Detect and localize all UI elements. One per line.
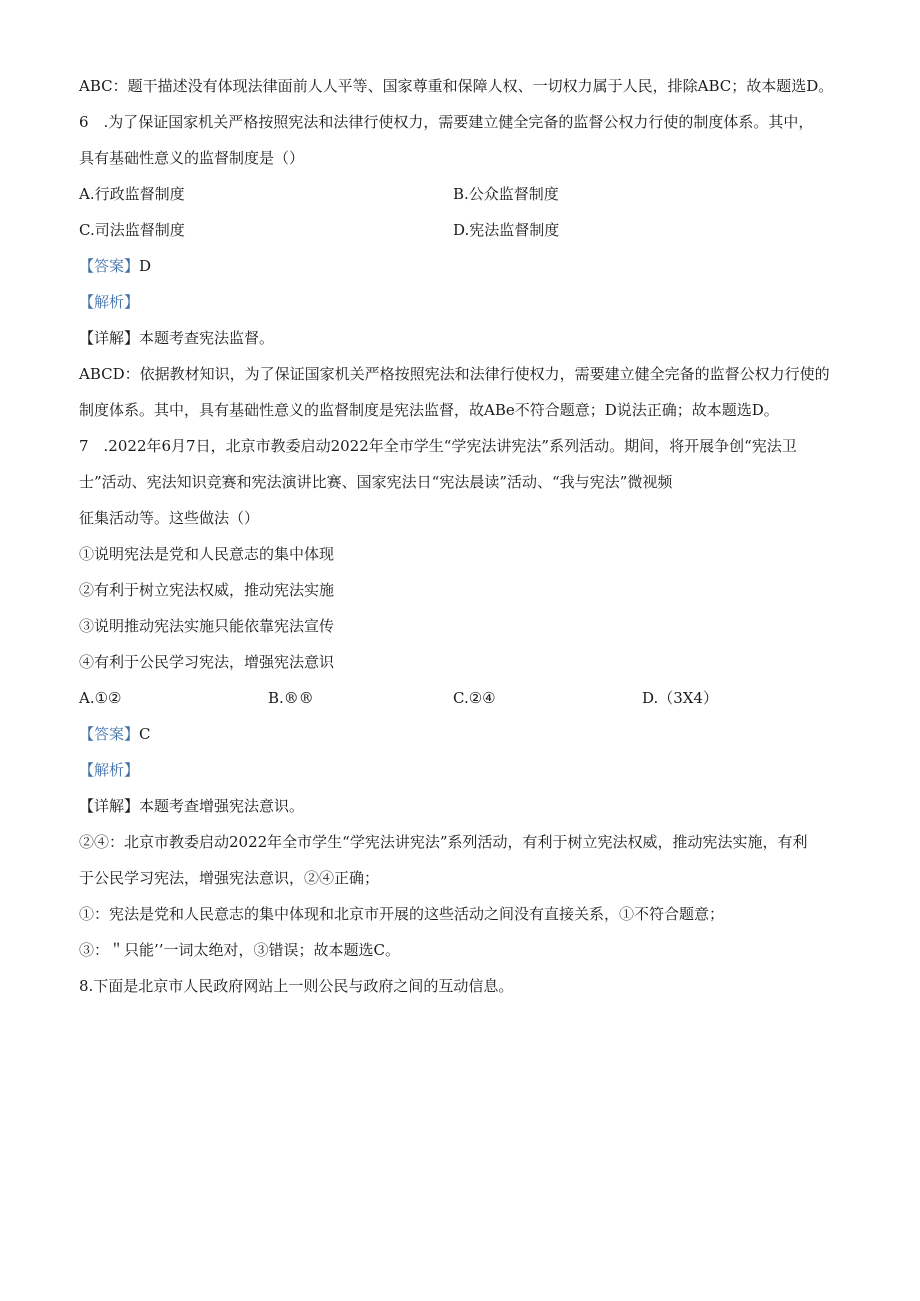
q6-option-a: A.行政监督制度	[79, 185, 185, 203]
q6-answer	[79, 255, 151, 277]
q6-option-c: C.司法监督制度	[79, 221, 185, 239]
q6-stem-line-2: 具有基础性意义的监督制度是（）	[79, 149, 305, 167]
answer-value: C	[139, 725, 151, 743]
q7-stem-line-3: 征集活动等。这些做法（）	[79, 509, 260, 527]
q7-statement-4: ④有利于公民学习宪法，增强宪法意识	[79, 653, 335, 671]
q7-statement-1: ①说明宪法是党和人民意志的集中体现	[79, 545, 335, 563]
q6-detail-line-1: ABCD：依据教材知识，为了保证国家机关严格按照宪法和法律行使权力，需要建立健全完备的监督公权力行使的	[79, 365, 830, 383]
q6-option-b: B.公众监督制度	[453, 185, 559, 203]
q7-option-c: C.②④	[453, 689, 496, 707]
q5-conclusion: ABC：题干描述没有体现法律面前人人平等、国家尊重和保障人权、一切权力属于人民，排除ABC；故本题选D。	[79, 77, 834, 95]
q7-stem-line-2: 士”活动、宪法知识竞赛和宪法演讲比赛、国家宪法日“宪法晨读”活动、“我与宪法”微视频	[79, 473, 673, 491]
q7-analysis-tag: 【解析】	[79, 761, 140, 779]
answer-tag: 【答案】	[79, 725, 140, 743]
q6-stem-line-1: 6 .为了保证国家机关严格按照宪法和法律行使权力，需要建立健全完备的监督公权力行使的制度体系。其中，	[79, 113, 814, 131]
q7-statement-2: ②有利于树立宪法权威，推动宪法实施	[79, 581, 335, 599]
q6-detail-line-2: 制度体系。其中，具有基础性意义的监督制度是宪法监督，故ABe不符合题意；D说法正确；故本题选D。	[79, 401, 779, 419]
answer-value: D	[139, 257, 152, 275]
q7-detail-title: 【详解】本题考查增强宪法意识。	[79, 797, 305, 815]
q7-detail-line-2: 于公民学习宪法，增强宪法意识，②④正确；	[79, 869, 380, 887]
q7-detail-line-3: ①：宪法是党和人民意志的集中体现和北京市开展的这些活动之间没有直接关系，①不符合题意；	[79, 905, 725, 923]
answer-tag: 【答案】	[79, 257, 140, 275]
q8-stem: 8.下面是北京市人民政府网站上一则公民与政府之间的互动信息。	[79, 977, 514, 995]
q7-answer	[79, 723, 151, 745]
q7-detail-line-4: ③：＂只能’’一词太绝对，③错误；故本题选C。	[79, 941, 401, 959]
q6-detail-title: 【详解】本题考查宪法监督。	[79, 329, 275, 347]
q7-option-b: B.®®	[268, 689, 314, 707]
q7-detail-line-1: ②④：北京市教委启动2022年全市学生“学宪法讲宪法”系列活动，有利于树立宪法权威，推动宪法实施，有利	[79, 833, 808, 851]
q7-option-d: D.（3X4）	[642, 689, 719, 707]
q7-stem-line-1: 7 .2022年6月7日，北京市教委启动2022年全市学生“学宪法讲宪法”系列活动。期间，将开展争创“宪法卫	[79, 437, 797, 455]
q6-analysis-tag: 【解析】	[79, 293, 140, 311]
q7-statement-3: ③说明推动宪法实施只能依靠宪法宣传	[79, 617, 335, 635]
q6-option-d: D.宪法监督制度	[453, 221, 560, 239]
q7-option-a: A.①②	[79, 689, 122, 707]
